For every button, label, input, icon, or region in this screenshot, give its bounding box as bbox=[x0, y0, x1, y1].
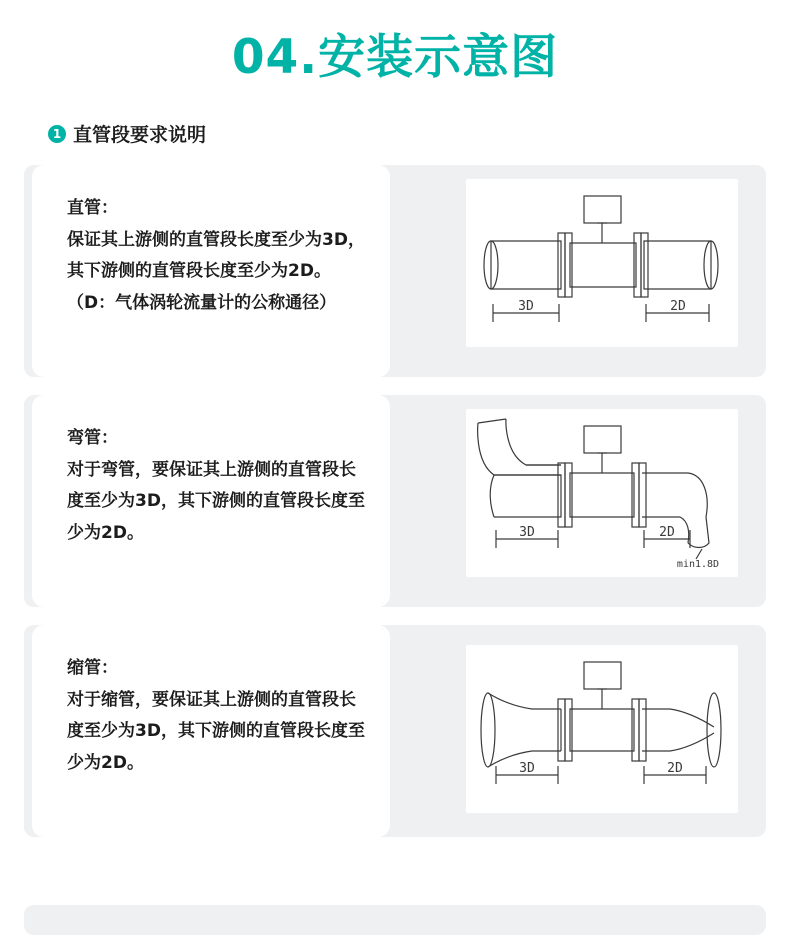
page-title: 04.安装示意图 bbox=[231, 30, 559, 85]
section-number-badge: 1 bbox=[48, 125, 66, 143]
figure-label-downstream: 2D bbox=[670, 299, 686, 315]
figure-bent-pipe bbox=[466, 409, 738, 577]
card-body: 对于缩管，要保证其上游侧的直管段长度至少为3D，其下游侧的直管段长度至少为2D。 bbox=[67, 689, 365, 773]
card-body: 对于弯管，要保证其上游侧的直管段长度至少为3D，其下游侧的直管段长度至少为2D。 bbox=[67, 459, 365, 543]
figure-label-upstream: 3D bbox=[518, 299, 534, 315]
figure-label-extra: min1.8D bbox=[676, 559, 720, 571]
card-reducer-pipe bbox=[24, 625, 766, 837]
section-title: 直管段要求说明 bbox=[73, 124, 207, 147]
section-header bbox=[48, 120, 790, 147]
figure-label-upstream: 3D bbox=[519, 525, 535, 541]
figure-label-upstream: 3D bbox=[519, 761, 535, 777]
figure-reducer-pipe bbox=[466, 645, 738, 813]
card-text-panel bbox=[32, 395, 390, 607]
card-body: 保证其上游侧的直管段长度至少为3D，其下游侧的直管段长度至少为2D。（D：气体涡轮流量计的公称通径） bbox=[67, 229, 365, 313]
card-text-panel bbox=[32, 625, 390, 837]
card-lead: 弯管： bbox=[67, 428, 118, 449]
figure-straight-pipe bbox=[466, 179, 738, 347]
card-text-panel bbox=[32, 165, 390, 377]
card-bent-pipe bbox=[24, 395, 766, 607]
card-straight-pipe bbox=[24, 165, 766, 377]
figure-label-downstream: 2D bbox=[659, 525, 675, 541]
figure-label-downstream: 2D bbox=[667, 761, 683, 777]
card-lead: 缩管： bbox=[67, 658, 118, 679]
card-lead: 直管： bbox=[67, 198, 118, 219]
next-card-edge bbox=[24, 905, 766, 935]
